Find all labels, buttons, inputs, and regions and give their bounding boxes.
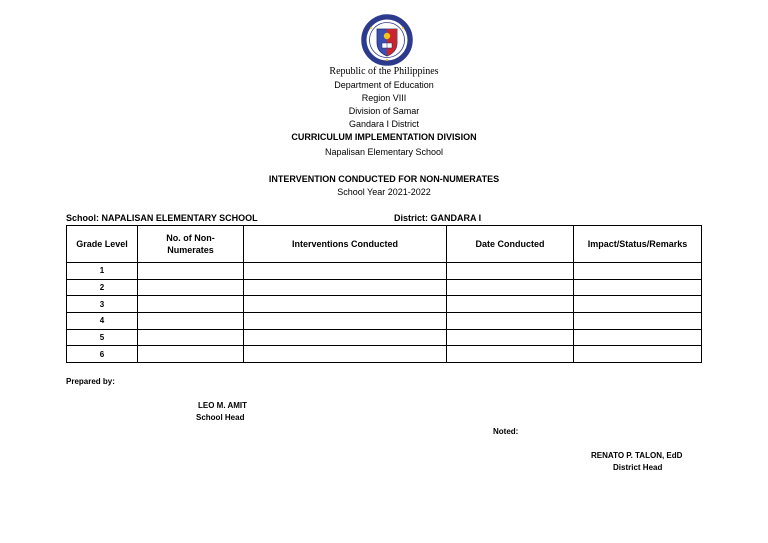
table-cell: [244, 329, 447, 346]
table-cell: [138, 279, 244, 296]
region-heading: Region VIII: [361, 93, 407, 103]
table-row: [67, 263, 702, 280]
school-info-label: School: NAPALISAN ELEMENTARY SCHOOL: [66, 213, 258, 223]
prepared-by-title: School Head: [196, 413, 245, 422]
column-header: Impact/Status/Remarks: [574, 226, 702, 263]
table-cell: [138, 346, 244, 363]
document-title: INTERVENTION CONDUCTED FOR NON-NUMERATES: [268, 174, 500, 184]
table-cell: [447, 346, 574, 363]
table-cell: [244, 296, 447, 313]
table-cell: [244, 346, 447, 363]
table-row: [67, 296, 702, 313]
table-cell: [574, 296, 702, 313]
deped-seal-logo: [361, 14, 413, 66]
prepared-by-name: LEO M. AMIT: [198, 401, 248, 410]
table-cell: 3: [67, 296, 138, 313]
district-info-label: District: GANDARA I: [394, 213, 482, 223]
table-cell: 4: [67, 313, 138, 330]
table-row: [67, 346, 702, 363]
table-cell: [244, 313, 447, 330]
table-cell: [574, 346, 702, 363]
table-cell: [447, 313, 574, 330]
table-cell: [244, 263, 447, 280]
table-cell: [447, 296, 574, 313]
column-header: Date Conducted: [447, 226, 574, 263]
table-cell: 5: [67, 329, 138, 346]
table-cell: [244, 279, 447, 296]
noted-by-label: Noted:: [493, 427, 519, 436]
column-header: No. of Non-Numerates: [138, 226, 244, 263]
table-cell: [574, 329, 702, 346]
table-row: [67, 279, 702, 296]
prepared-by-label: Prepared by:: [66, 377, 115, 386]
intervention-table: [66, 225, 702, 363]
table-cell: 1: [67, 263, 138, 280]
column-header: Interventions Conducted: [244, 226, 447, 263]
table-cell: [138, 263, 244, 280]
table-cell: [138, 296, 244, 313]
district-heading: Gandara I District: [348, 119, 420, 129]
noted-by-name: RENATO P. TALON, EdD: [591, 451, 683, 460]
table-cell: [447, 329, 574, 346]
table-cell: [574, 263, 702, 280]
republic-heading: Republic of the Philippines: [329, 66, 439, 77]
column-header: Grade Level: [67, 226, 138, 263]
noted-by-title: District Head: [613, 463, 663, 472]
table-cell: [138, 329, 244, 346]
division-heading: Division of Samar: [348, 106, 420, 116]
school-heading: Napalisan Elementary School: [324, 147, 444, 157]
table-cell: [574, 313, 702, 330]
table-cell: 2: [67, 279, 138, 296]
table-cell: 6: [67, 346, 138, 363]
department-heading: Department of Education: [334, 80, 434, 90]
table-cell: [447, 279, 574, 296]
table-header-row: [67, 226, 702, 263]
unit-heading: CURRICULUM IMPLEMENTATION DIVISION: [291, 132, 477, 142]
table-cell: [447, 263, 574, 280]
table-cell: [574, 279, 702, 296]
school-year: School Year 2021-2022: [337, 187, 431, 197]
table-cell: [138, 313, 244, 330]
table-row: [67, 313, 702, 330]
table-row: [67, 329, 702, 346]
